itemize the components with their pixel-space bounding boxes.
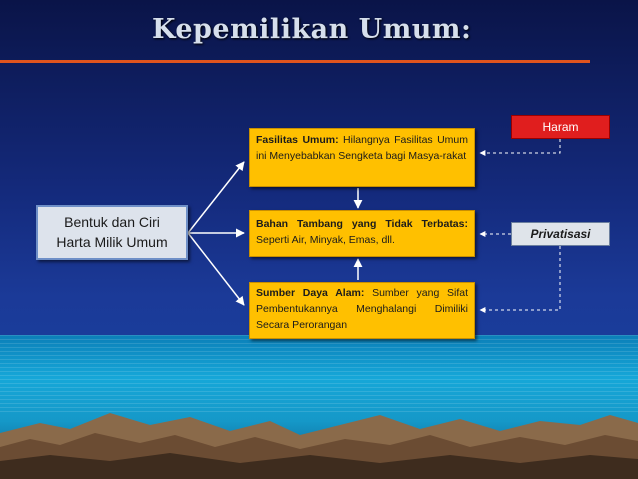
- box-sumber-daya-alam: [249, 282, 475, 339]
- source-box: [36, 205, 188, 260]
- slide-title: Kepemilikan Umum:: [152, 14, 472, 45]
- dashed-haram-to-fasilitas: [480, 139, 560, 153]
- box-fasilitas-text: Hilangnya Fasilitas Umum ini Menyebabkan Sengketa bagi Masya-rakat: [256, 134, 468, 162]
- privatisasi-box: Privatisasi: [511, 222, 610, 246]
- box-tambang-heading: Bahan Tambang yang Tidak Terbatas:: [256, 218, 468, 230]
- arrow-to-fasilitas: [188, 162, 244, 233]
- source-box-line1: Bentuk dan Ciri: [64, 214, 160, 230]
- box-bahan-tambang: [249, 210, 475, 257]
- box-sda-heading: Sumber Daya Alam:: [256, 287, 365, 299]
- dashed-priv-to-sda: [480, 246, 560, 310]
- box-sda-text: Sumber yang Sifat Pembentukannya Menghalangi Dimiliki Secara Perorangan: [256, 287, 469, 331]
- box-fasilitas-umum: [249, 128, 475, 187]
- haram-box: Haram: [511, 115, 610, 139]
- box-fasilitas-heading: Fasilitas Umum:: [256, 134, 339, 146]
- arrow-to-sda: [188, 233, 244, 305]
- box-tambang-text: Seperti Air, Minyak, Emas, dll.: [256, 234, 395, 246]
- source-box-line2: Harta Milik Umum: [56, 234, 168, 250]
